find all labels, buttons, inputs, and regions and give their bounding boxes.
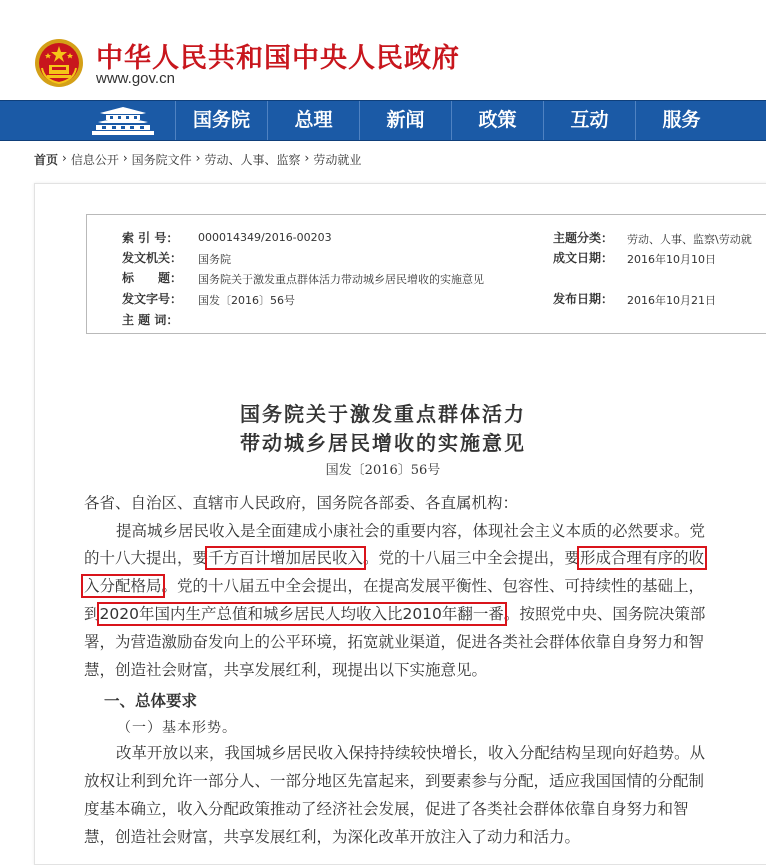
- nav-item-services[interactable]: 服务: [635, 101, 727, 140]
- paragraph-1-line-3: [84, 577, 766, 595]
- meta-category-value: 劳动、人事、监察\劳动就: [627, 233, 752, 246]
- breadcrumb-state-council-docs-link[interactable]: 国务院文件: [131, 153, 192, 167]
- meta-published-label: 发布日期：: [553, 292, 614, 306]
- nav-item-news[interactable]: 新闻: [359, 101, 451, 140]
- national-emblem-icon[interactable]: [34, 38, 84, 88]
- meta-index-value: 000014349/2016-00203: [198, 231, 332, 244]
- meta-published-value: 2016年10月21日: [627, 294, 716, 307]
- article-doc-number: 国发〔2016〕56号: [325, 463, 441, 478]
- article-title-line1: 国务院关于激发重点群体活力: [240, 402, 526, 426]
- breadcrumb-separator: ›: [62, 151, 67, 165]
- highlight-box: 2020年国内生产总值和城乡居民人均收入比2010年翻一番: [99, 605, 504, 623]
- paragraph-2-line-3: 度基本确立，收入分配政策推动了经济社会发展，促进了各类社会群体依靠自身努力和智: [84, 800, 689, 818]
- breadcrumb-separator: ›: [195, 151, 201, 165]
- text-span: 。党的十八届三中全会提出，要: [363, 549, 581, 567]
- highlight-box: 千方百计增加居民收入: [208, 549, 364, 567]
- text-span: 到: [84, 605, 100, 623]
- meta-title-label: 标 题：: [122, 271, 183, 285]
- meta-issuer-value: 国务院: [198, 253, 231, 266]
- meta-issuer-label: 发文机关：: [122, 251, 183, 265]
- meta-index-label: 索 引 号：: [122, 231, 179, 245]
- site-url[interactable]: www.gov.cn: [96, 70, 175, 87]
- highlight-box: 形成合理有序的收: [580, 549, 705, 567]
- paragraph-2-line-1: 改革开放以来，我国城乡居民收入保持持续较快增长，收入分配结构呈现向好趋势。从: [116, 744, 706, 762]
- paragraph-1-line-4: [84, 605, 766, 623]
- meta-docno-label: 发文字号：: [122, 292, 183, 306]
- meta-subject-label: 主 题 词：: [122, 313, 179, 327]
- paragraph-1-line-2: [84, 549, 766, 567]
- breadcrumb-labor-link[interactable]: 劳动、人事、监察: [204, 153, 301, 167]
- text-span: 的十八大提出，要: [84, 549, 209, 567]
- nav-item-state-council[interactable]: 国务院: [175, 101, 267, 140]
- subsection-heading-1: （一）基本形势。: [117, 720, 237, 736]
- article-title-line2: 带动城乡居民增收的实施意见: [240, 431, 526, 455]
- nav-items: [175, 101, 727, 140]
- meta-title-value: 国务院关于激发重点群体活力带动城乡居民增收的实施意见: [198, 273, 484, 286]
- site-title[interactable]: 中华人民共和国中央人民政府: [96, 43, 460, 74]
- nav-item-policy[interactable]: 政策: [451, 101, 543, 140]
- breadcrumb: [34, 151, 361, 168]
- section-heading-1: 一、总体要求: [104, 692, 198, 710]
- salutation: 各省、自治区、直辖市人民政府，国务院各部委、各直属机构：: [84, 494, 519, 512]
- paragraph-1-line-1: 提高城乡居民收入是全面建成小康社会的重要内容，体现社会主义本质的必然要求。党: [116, 522, 706, 540]
- breadcrumb-separator: ›: [304, 151, 310, 165]
- breadcrumb-home-link[interactable]: 首页: [34, 153, 59, 167]
- meta-docno-value: 国发〔2016〕56号: [198, 294, 295, 307]
- nav-item-premier[interactable]: 总理: [267, 101, 359, 140]
- paragraph-2-line-4: 慧，创造社会财富，共享发展红利，为深化改革开放注入了动力和活力。: [84, 828, 581, 846]
- breadcrumb-employment-link[interactable]: 劳动就业: [313, 153, 362, 167]
- nav-item-interaction[interactable]: 互动: [543, 101, 635, 140]
- meta-category-label: 主题分类：: [553, 231, 614, 245]
- paragraph-2-line-2: 放权让利到允许一部分人、一部分地区先富起来，到要素参与分配，适应我国国情的分配制: [84, 772, 705, 790]
- breadcrumb-separator: ›: [122, 151, 128, 165]
- text-span: 。按照党中央、国务院决策部: [503, 605, 706, 623]
- paragraph-1-line-5: 署，为营造激励奋发向上的公平环境，拓宽就业渠道，促进各类社会群体依靠自身努力和智: [84, 633, 705, 651]
- tiananmen-home-icon[interactable]: [88, 105, 158, 137]
- meta-written-label: 成文日期：: [553, 251, 614, 265]
- highlight-box: 入分配格局: [84, 577, 162, 595]
- meta-written-value: 2016年10月10日: [627, 253, 716, 266]
- text-span: 。党的十八届五中全会提出，在提高发展平衡性、包容性、可持续性的基础上，: [161, 577, 705, 595]
- paragraph-1-line-6: 慧，创造社会财富，共享发展红利，现提出以下实施意见。: [84, 661, 488, 679]
- breadcrumb-info-open-link[interactable]: 信息公开: [70, 153, 119, 167]
- main-nav: [0, 100, 766, 141]
- site-header: [0, 0, 766, 100]
